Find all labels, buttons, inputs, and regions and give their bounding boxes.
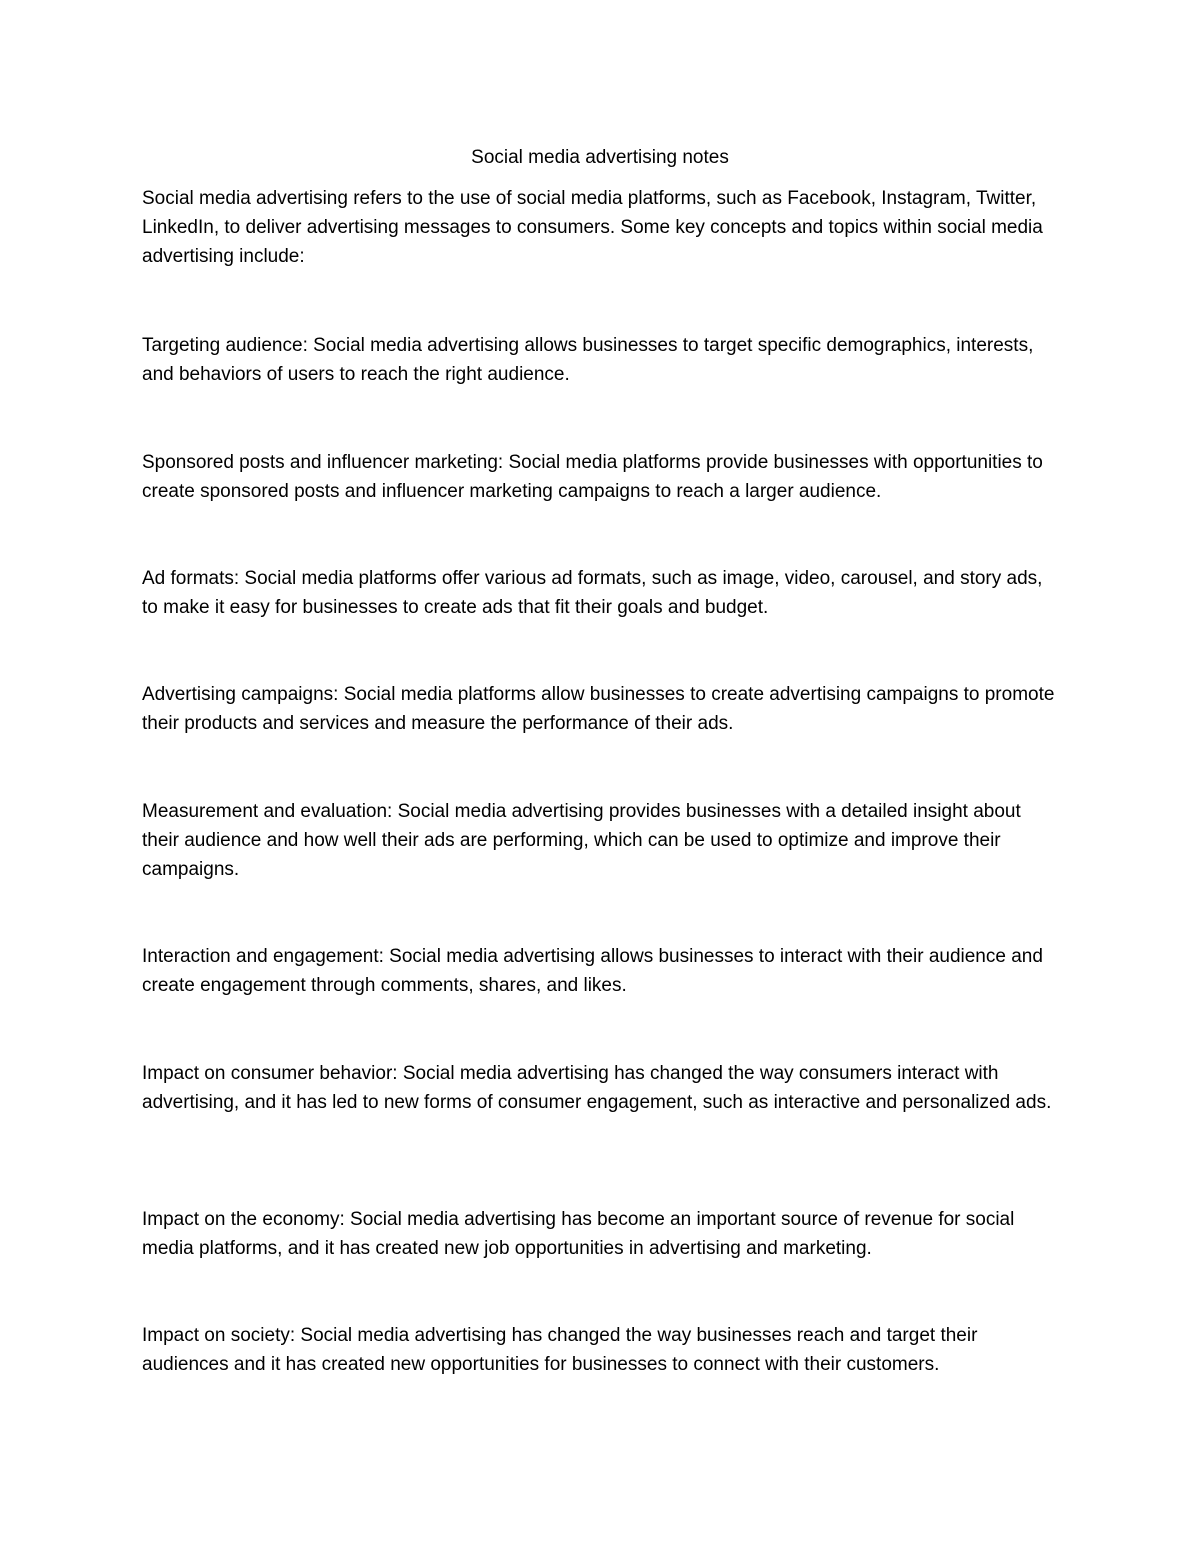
paragraph-impact-consumer-behavior: Impact on consumer behavior: Social media advertising has changed the way consumers interact with advertising, and it has led to new forms of consumer engagement, such as interactive and personalized ads. xyxy=(142,1063,1052,1113)
paragraph-interaction-engagement: Interaction and engagement: Social media advertising allows businesses to interact with their audience and create engagement through comments, shares, and likes. xyxy=(142,946,1043,996)
paragraph-impact-society: Impact on society: Social media advertising has changed the way businesses reach and target their audiences and it has created new opportunities for businesses to connect with their customers. xyxy=(142,1325,978,1375)
paragraph-measurement-evaluation: Measurement and evaluation: Social media advertising provides businesses with a detailed insight about their audience and how well their ads are performing, which can be used to optimize and improve their campaigns. xyxy=(142,801,1021,880)
paragraph-impact-economy: Impact on the economy: Social media advertising has become an important source of revenue for social media platforms, and it has created new job opportunities in advertising and marketing. xyxy=(142,1209,1015,1259)
paragraph-sponsored-posts: Sponsored posts and influencer marketing: Social media platforms provide businesses with opportunities to create sponsored posts and influencer marketing campaigns to reach a larger audience. xyxy=(142,452,1043,502)
paragraph-advertising-campaigns: Advertising campaigns: Social media platforms allow businesses to create advertising campaigns to promote their products and services and measure the performance of their ads. xyxy=(142,684,1055,734)
paragraph-targeting-audience: Targeting audience: Social media advertising allows businesses to target specific demographics, interests, and behaviors of users to reach the right audience. xyxy=(142,335,1034,385)
intro-paragraph: Social media advertising refers to the use of social media platforms, such as Facebook, Instagram, Twitter, LinkedIn, to deliver advertising messages to consumers. Some key concepts and topics within social media advertising include: xyxy=(142,188,1043,267)
document-title: Social media advertising notes xyxy=(471,147,729,168)
paragraph-ad-formats: Ad formats: Social media platforms offer various ad formats, such as image, video, carousel, and story ads, to make it easy for businesses to create ads that fit their goals and budget. xyxy=(142,568,1043,618)
